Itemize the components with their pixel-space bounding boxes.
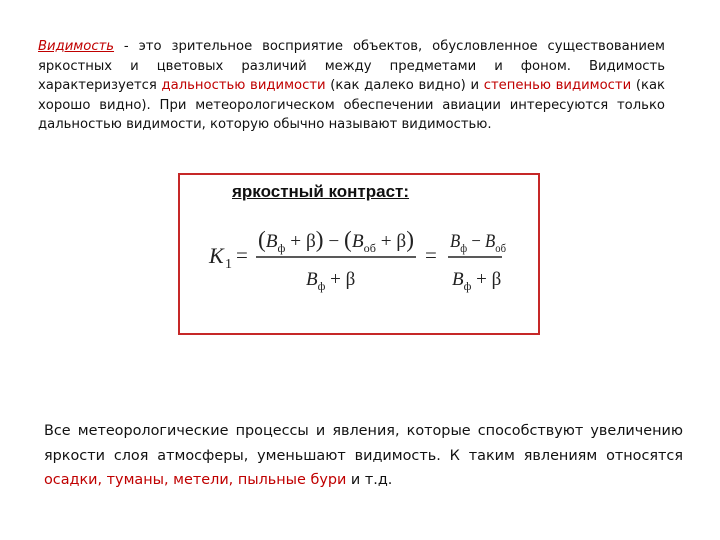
visibility-degree-term: степенью видимости <box>483 78 632 94</box>
svg-text:Bф + β: $B_ф + \beta$ <box>452 269 502 293</box>
processes-text-2: и т.д. <box>346 472 393 488</box>
term-visibility: Видимость <box>38 39 115 54</box>
formula-box <box>178 173 540 335</box>
svg-text:Bф + β: $B_ф + \beta$ <box>306 269 356 293</box>
definition-text-2: (как далеко видно) и <box>325 78 484 94</box>
svg-text:K: K <box>209 243 224 268</box>
svg-text:Bф − Bоб: $B_ф - B_{об}$ <box>450 231 508 255</box>
svg-text:=: = <box>236 243 248 267</box>
phenomena-list: осадки, туманы, метели, пыльные бури <box>44 472 347 488</box>
formula-title: яркостный контраст: <box>232 182 410 201</box>
definition-paragraph <box>38 37 665 135</box>
visibility-range-term: дальностью видимости <box>161 78 326 94</box>
brightness-contrast-formula <box>206 215 506 299</box>
definition-text-1: - это зрительное восприятие объектов, обусловленное существованием яркостных и цветовых различий между предметами и фоном. Видимость характеризуется <box>38 39 665 94</box>
svg-text:(Bф + β) − (Bоб + β): $(B_ф + \beta) - (B_{об} + \beta)$ <box>258 227 414 255</box>
svg-text:1: 1 <box>225 257 232 272</box>
processes-text-1: Все метеорологические процессы и явления, которые способствуют увеличению яркости слоя атмосферы, уменьшают видимость. К таким явлениям относятся <box>44 423 683 464</box>
svg-text:=: = <box>425 243 437 267</box>
processes-paragraph <box>44 419 683 493</box>
definition-text-3: (как хорошо видно). При метеорологическом обеспечении авиации интересуются только дальностью видимости, которую обычно называют видимостью. <box>38 78 665 133</box>
